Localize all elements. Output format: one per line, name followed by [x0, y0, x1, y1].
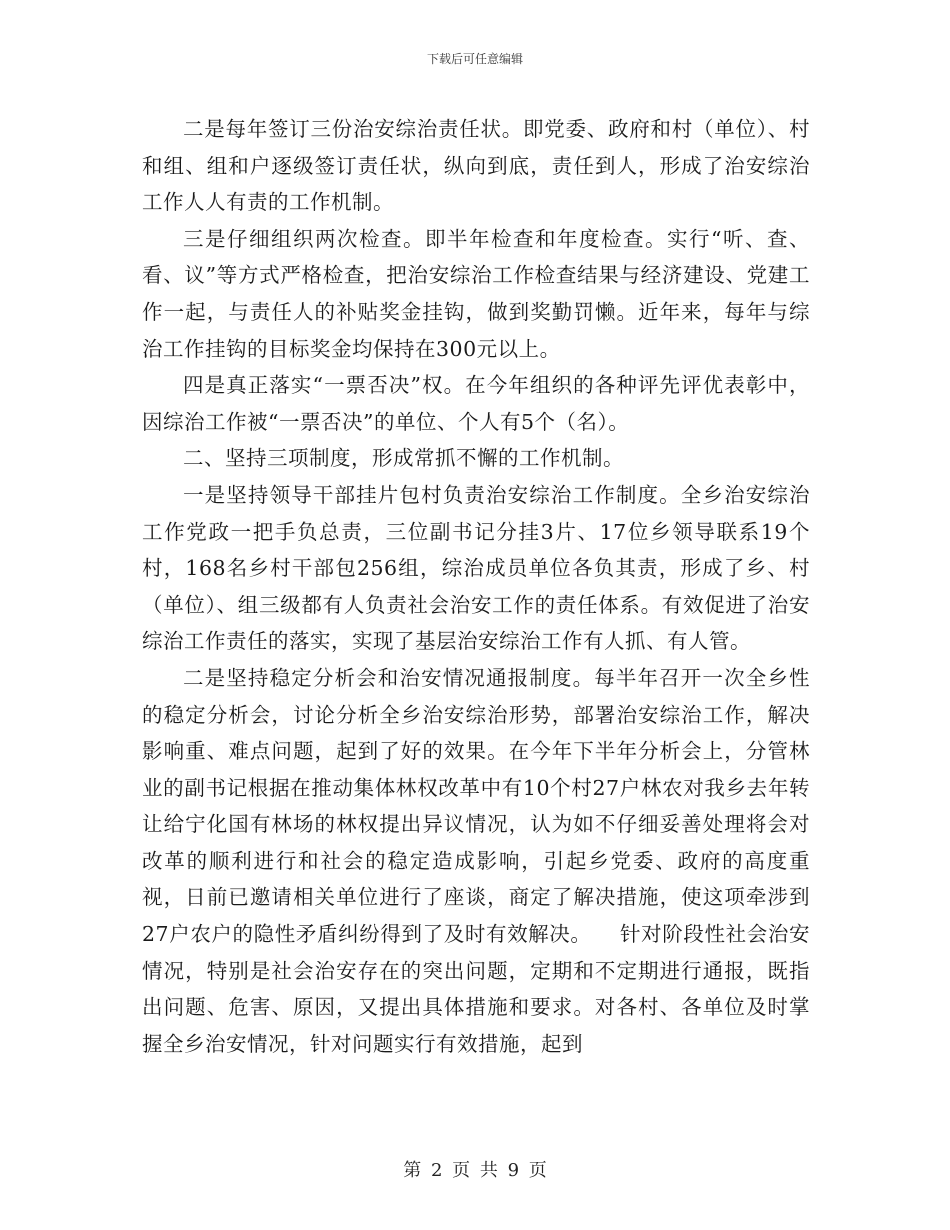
document-body: [142, 111, 810, 1062]
paragraph: 四是真正落实“一票否决”权。在今年组织的各种评先评优表彰中，因综治工作被“一票否决”的单位、个人有5个（名）。: [142, 373, 810, 434]
page-header: 下载后可任意编辑: [426, 52, 523, 66]
section-heading: 二、坚持三项制度，形成常抓不懈的工作机制。: [183, 446, 624, 471]
paragraph: 三是仔细组织两次检查。即半年检查和年度检查。实行“听、查、看、议”等方式严格检查，把治安综治工作检查结果与经济建设、党建工作一起，与责任人的补贴奖金挂钩，做到奖勤罚懒。近年来，每年与综治工作挂钩的目标奖金均保持在300元以上。: [142, 226, 810, 361]
paragraph: 二是坚持稳定分析会和治安情况通报制度。每半年召开一次全乡性的稳定分析会，讨论分析全乡治安综治形势，部署治安综治工作，解决影响重、难点问题，起到了好的效果。在今年下半年分析会上，分管林业的副书记根据在推动集体林权改革中有10个村27户林农对我乡去年转让给宁化国有林场的林权提出异议情况，认为如不仔细妥善处理将会对改革的顺利进行和社会的稳定造成影响，引起乡党委、政府的高度重视，日前已邀请相关单位进行了座谈，商定了解决措施，使这项牵涉到27户农户的隐性矛盾纠纷得到了及时有效解决。 针对阶段性社会治安情况，特别是社会治安存在的突出问题，定期和不定期进行通报，既指出问题、危害、原因，又提出具体措施和要求。对各村、各单位及时掌握全乡治安情况，针对问题实行有效措施，起到: [142, 665, 810, 1056]
paragraph: 二是每年签订三份治安综治责任状。即党委、政府和村（单位）、村和组、组和户逐级签订责任状，纵向到底，责任到人，形成了治安综治工作人人有责的工作机制。: [142, 117, 810, 215]
page-footer: 第 2 页 共 9 页: [403, 1160, 547, 1181]
paragraph: 一是坚持领导干部挂片包村负责治安综治工作制度。全乡治安综治工作党政一把手负总责，三位副书记分挂3片、17位乡领导联系19个村，168名乡村干部包256组，综治成员单位各负其责，形成了乡、村（单位）、组三级都有人负责社会治安工作的责任体系。有效促进了治安综治工作责任的落实，实现了基层治安综治工作有人抓、有人管。: [142, 482, 810, 654]
